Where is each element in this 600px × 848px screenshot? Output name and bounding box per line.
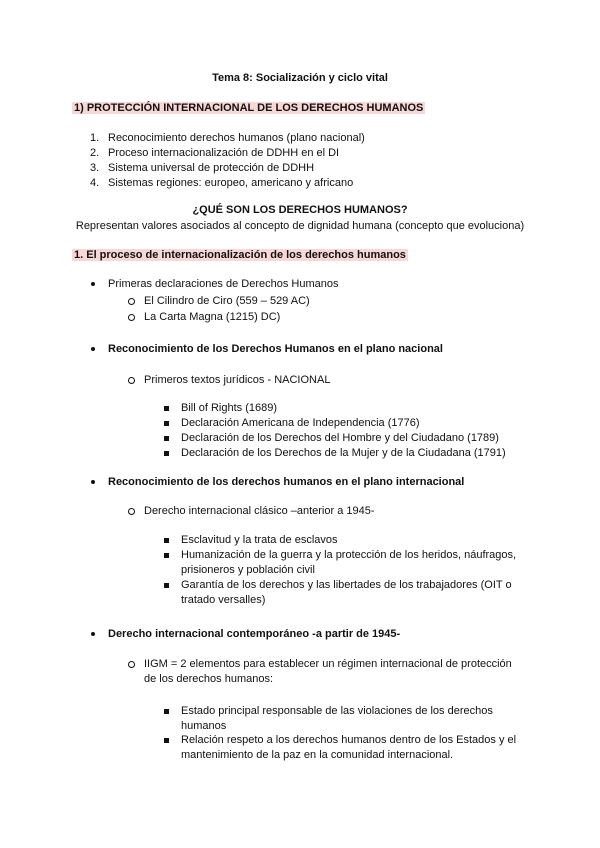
bullet-square-icon (164, 709, 169, 714)
sub-item: Derecho internacional clásico –anterior a 1945- (144, 505, 375, 517)
list-number: 3. (90, 162, 100, 174)
sub-sub-item-cont: tratado versalles) (181, 594, 266, 606)
bullet-disc-icon (91, 632, 95, 636)
sub-item: Primeros textos jurídicos - NACIONAL (144, 374, 331, 386)
bullet-square-icon (164, 406, 169, 411)
bullet-square-icon (164, 583, 169, 588)
sub-sub-item: Garantía de los derechos y las libertades de los trabajadores (OIT o (181, 579, 512, 591)
sub-item: IIGM = 2 elementos para establecer un régimen internacional de protección (144, 658, 512, 670)
bullet-disc-icon (91, 282, 95, 286)
section-heading-2-text: 1. El proceso de internacionalización de los derechos humanos (74, 249, 406, 261)
list-item (90, 176, 365, 191)
section-heading-1-text: 1) PROTECCIÓN INTERNACIONAL DE LOS DERECHOS HUMANOS (74, 102, 424, 114)
sub-sub-item-cont: mantenimiento de la paz en la comunidad internacional. (181, 749, 454, 761)
question-text: Representan valores asociados al concepto de dignidad humana (concepto que evoluciona) (75, 220, 525, 232)
bullet-text-bold: Derecho internacional contemporáneo -a partir de 1945- (108, 628, 401, 640)
bullet-circle-icon (128, 661, 135, 668)
bullet-square-icon (164, 451, 169, 456)
question-title: ¿QUÉ SON LOS DERECHOS HUMANOS? (192, 204, 408, 216)
list-item (90, 161, 365, 176)
sub-item: La Carta Magna (1215) DC) (144, 311, 281, 323)
list-item-text: Sistemas regiones: europeo, americano y africano (108, 177, 354, 189)
sub-sub-item: Declaración de los Derechos del Hombre y del Ciudadano (1789) (181, 432, 499, 444)
sub-sub-item: Humanización de la guerra y la protección de los heridos, náufragos, (181, 549, 517, 561)
bullet-disc-icon (91, 347, 95, 351)
list-item-text: Sistema universal de protección de DDHH (108, 162, 315, 174)
bullet-text-bold: Reconocimiento de los Derechos Humanos en el plano nacional (108, 343, 443, 355)
outline-list (90, 131, 365, 191)
section-heading-2 (72, 248, 408, 262)
sub-sub-item: Estado principal responsable de las violaciones de los derechos (181, 705, 493, 717)
bullet-square-icon (164, 538, 169, 543)
sub-sub-item: Bill of Rights (1689) (181, 402, 277, 414)
list-number: 1. (90, 132, 100, 144)
list-item (90, 131, 365, 146)
sub-sub-item: Declaración de los Derechos de la Mujer y de la Ciudadana (1791) (181, 447, 506, 459)
section-heading-1 (72, 101, 425, 115)
list-item-text: Proceso internacionalización de DDHH en el DI (108, 147, 340, 159)
sub-sub-item: Declaración Americana de Independencia (1776) (181, 417, 420, 429)
bullet-square-icon (164, 553, 169, 558)
sub-item: El Cilindro de Ciro (559 – 529 AC) (144, 295, 310, 307)
bullet-text-bold: Reconocimiento de los derechos humanos en el plano internacional (108, 476, 465, 488)
sub-sub-item: Esclavitud y la trata de esclavos (181, 534, 338, 546)
bullet-square-icon (164, 738, 169, 743)
list-item-text: Reconocimiento derechos humanos (plano nacional) (108, 132, 365, 144)
bullet-circle-icon (128, 314, 135, 321)
sub-item-cont: de los derechos humanos: (144, 673, 274, 685)
page-title: Tema 8: Socialización y ciclo vital (212, 72, 388, 84)
sub-sub-item: Relación respeto a los derechos humanos dentro de los Estados y el (181, 734, 517, 746)
bullet-square-icon (164, 436, 169, 441)
bullet-circle-icon (128, 298, 135, 305)
bullet-circle-icon (128, 508, 135, 515)
bullet-disc-icon (91, 480, 95, 484)
list-number: 4. (90, 177, 100, 189)
list-item (90, 146, 365, 161)
bullet-circle-icon (128, 377, 135, 384)
bullet-square-icon (164, 421, 169, 426)
sub-sub-item-cont: humanos (181, 720, 227, 732)
list-number: 2. (90, 147, 100, 159)
sub-sub-item-cont: prisioneros y población civil (181, 564, 315, 576)
bullet-text: Primeras declaraciones de Derechos Humanos (108, 278, 339, 290)
